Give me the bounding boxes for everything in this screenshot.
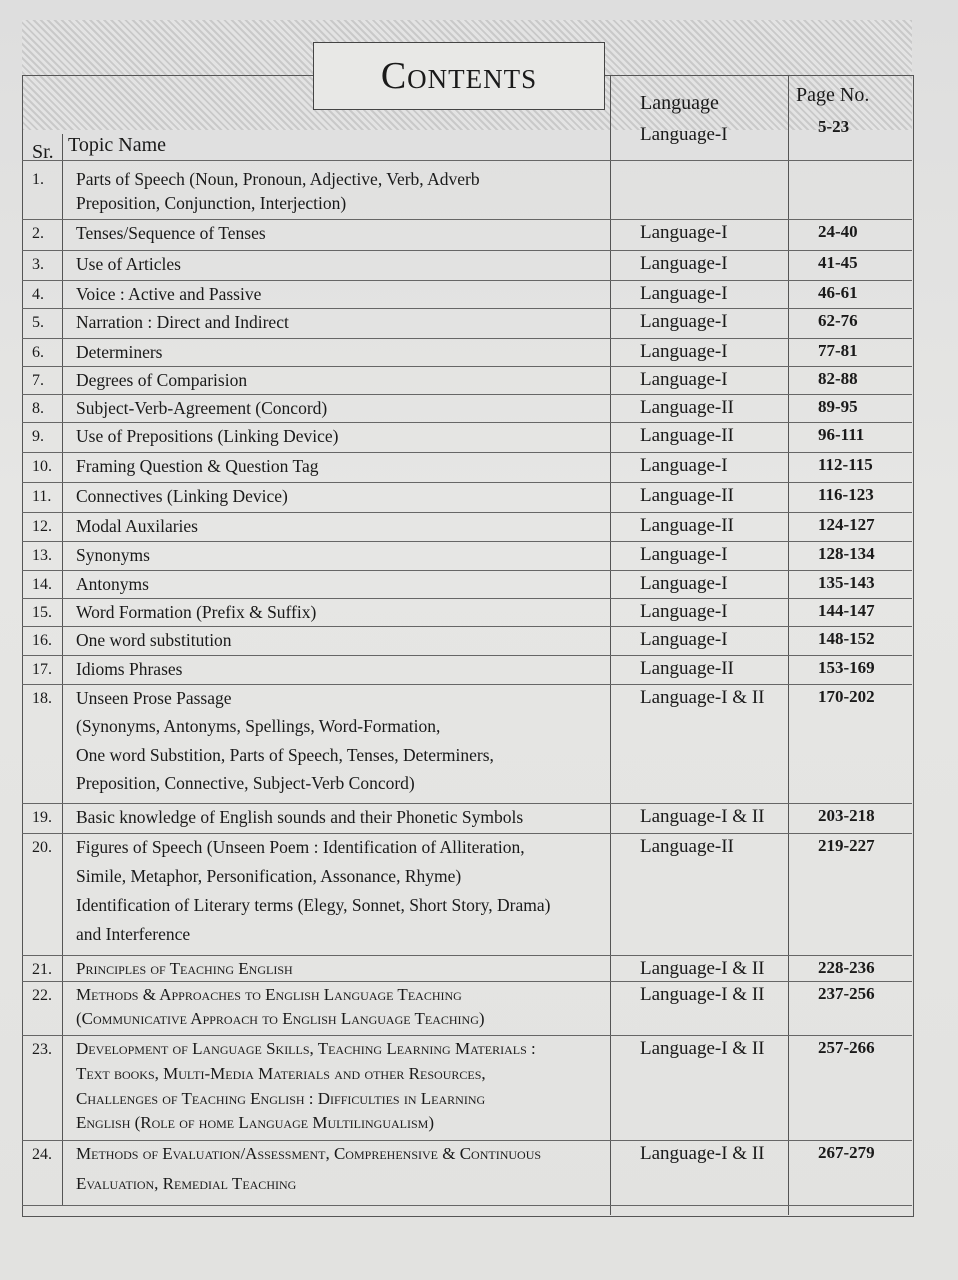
header-page-no: Page No. <box>796 84 870 106</box>
row-topic-line: Methods & Approaches to English Language Teaching <box>76 985 462 1004</box>
row-divider <box>22 512 912 513</box>
row-topic-line: Preposition, Connective, Subject-Verb Concord) <box>76 772 415 793</box>
row-divider <box>22 655 912 656</box>
row-language: Language-I & II <box>640 687 765 708</box>
row-topic-line: Word Formation (Prefix & Suffix) <box>76 602 317 622</box>
row-page-range: 144-147 <box>818 601 875 620</box>
row-topic-line: Voice : Active and Passive <box>76 284 262 304</box>
row-topic-line: One word Substition, Parts of Speech, Tenses, Determiners, <box>76 744 494 765</box>
row-page-range: 135-143 <box>818 573 875 592</box>
row-divider <box>22 219 912 220</box>
row-divider <box>22 1205 912 1206</box>
row-topic-line: Modal Auxilaries <box>76 516 198 536</box>
row-language: Language-I <box>640 369 728 390</box>
row-language: Language-II <box>640 425 734 446</box>
row-page-range: 203-218 <box>818 806 875 825</box>
row-topic-line: and Interference <box>76 924 191 944</box>
row-divider <box>22 833 912 834</box>
header-language: Language <box>640 92 719 114</box>
row-language: Language-I & II <box>640 958 765 979</box>
row-page-range: 89-95 <box>818 397 858 416</box>
header-topic: Topic Name <box>68 134 167 156</box>
row-topic-line: Degrees of Comparision <box>76 370 248 390</box>
row-topic-line: Tenses/Sequence of Tenses <box>76 223 266 243</box>
row-topic-line: (Communicative Approach to English Language Teaching) <box>76 1009 485 1028</box>
row-topic-line: Simile, Metaphor, Personification, Assonance, Rhyme) <box>76 866 462 886</box>
row-divider <box>22 452 912 453</box>
row-page-range: 124-127 <box>818 515 875 534</box>
row-divider <box>22 626 912 627</box>
row-divider <box>22 570 912 571</box>
row-sr-number: 2. <box>32 225 44 242</box>
row-language: Language-I <box>640 455 728 476</box>
row-divider <box>22 803 912 804</box>
row-topic-line: Parts of Speech (Noun, Pronoun, Adjective, Verb, Adverb <box>76 169 480 189</box>
column-divider-page <box>788 75 789 1215</box>
row-divider <box>22 308 912 309</box>
row-sr-number: 14. <box>32 576 52 593</box>
row-divider <box>22 394 912 395</box>
row-language: Language-I <box>640 601 728 622</box>
row-page-range: 62-76 <box>818 311 858 330</box>
row-divider <box>22 1035 912 1036</box>
row-language: Language-I <box>640 311 728 332</box>
row-page-range: 112-115 <box>818 455 873 474</box>
row-page-range: 46-61 <box>818 283 858 302</box>
row-topic-line: (Synonyms, Antonyms, Spellings, Word-Formation, <box>76 716 441 737</box>
row-divider <box>22 338 912 339</box>
row-topic-line: Unseen Prose Passage <box>76 688 232 708</box>
row-page-range: 116-123 <box>818 485 874 504</box>
row-language: Language-I <box>640 124 728 145</box>
row-language: Language-I & II <box>640 806 765 827</box>
row-topic-line: Identification of Literary terms (Elegy, Sonnet, Short Story, Drama) <box>76 895 551 915</box>
row-language: Language-I <box>640 222 728 243</box>
row-language: Language-II <box>640 515 734 536</box>
row-sr-number: 21. <box>32 961 52 978</box>
row-sr-number: 15. <box>32 604 52 621</box>
row-topic-line: Figures of Speech (Unseen Poem : Identification of Alliteration, <box>76 837 525 857</box>
row-topic-line: Principles of Teaching English <box>76 959 293 978</box>
row-divider <box>22 250 912 251</box>
row-topic-line: Antonyms <box>76 574 149 594</box>
row-page-range: 257-266 <box>818 1038 875 1057</box>
row-topic-line: Challenges of Teaching English : Difficulties in Learning <box>76 1088 486 1108</box>
row-sr-number: 11. <box>32 488 52 505</box>
row-language: Language-II <box>640 836 734 857</box>
row-topic-line: Narration : Direct and Indirect <box>76 312 289 332</box>
header-sr: Sr. <box>32 141 54 163</box>
row-sr-number: 3. <box>32 256 44 273</box>
row-topic-line: Use of Prepositions (Linking Device) <box>76 426 339 446</box>
row-divider <box>22 482 912 483</box>
row-divider <box>22 955 912 956</box>
row-divider <box>22 1140 912 1141</box>
row-sr-number: 17. <box>32 661 52 678</box>
row-sr-number: 16. <box>32 632 52 649</box>
row-divider <box>22 422 912 423</box>
row-sr-number: 4. <box>32 286 44 303</box>
row-topic-line: Determiners <box>76 342 163 362</box>
row-sr-number: 12. <box>32 518 52 535</box>
row-sr-number: 23. <box>32 1041 52 1058</box>
row-page-range: 170-202 <box>818 687 875 706</box>
row-page-range: 128-134 <box>818 544 875 563</box>
row-sr-number: 22. <box>32 987 52 1004</box>
row-language: Language-I <box>640 573 728 594</box>
row-page-range: 237-256 <box>818 984 875 1003</box>
row-topic-line: Development of Language Skills, Teaching Learning Materials : <box>76 1039 536 1058</box>
row-topic-line: Use of Articles <box>76 254 181 274</box>
row-sr-number: 9. <box>32 428 44 445</box>
row-page-range: 148-152 <box>818 629 875 648</box>
row-sr-number: 8. <box>32 400 44 417</box>
column-divider-language <box>610 75 611 1215</box>
row-page-range: 267-279 <box>818 1143 875 1162</box>
header-divider <box>22 160 912 161</box>
row-divider <box>22 684 912 685</box>
row-divider <box>22 280 912 281</box>
row-page-range: 153-169 <box>818 658 875 677</box>
row-page-range: 24-40 <box>818 222 858 241</box>
row-language: Language-II <box>640 485 734 506</box>
row-topic-line: Connectives (Linking Device) <box>76 486 288 506</box>
row-language: Language-I <box>640 253 728 274</box>
row-sr-number: 6. <box>32 344 44 361</box>
row-language: Language-I & II <box>640 984 765 1005</box>
row-divider <box>22 366 912 367</box>
contents-title: Contents <box>313 42 605 110</box>
row-topic-line: Methods of Evaluation/Assessment, Comprehensive & Continuous <box>76 1144 542 1163</box>
row-topic-line: Basic knowledge of English sounds and their Phonetic Symbols <box>76 807 524 827</box>
row-page-range: 82-88 <box>818 369 858 388</box>
row-language: Language-I & II <box>640 1143 765 1164</box>
row-language: Language-I <box>640 341 728 362</box>
row-topic-line: Idioms Phrases <box>76 659 183 679</box>
row-language: Language-II <box>640 658 734 679</box>
row-topic-line: Text books, Multi-Media Materials and other Resources, <box>76 1063 486 1083</box>
row-sr-number: 1. <box>32 171 44 188</box>
row-divider <box>22 598 912 599</box>
row-topic-line: Framing Question & Question Tag <box>76 456 319 476</box>
row-language: Language-I & II <box>640 1038 765 1059</box>
row-sr-number: 10. <box>32 458 52 475</box>
row-sr-number: 7. <box>32 372 44 389</box>
row-page-range: 5-23 <box>818 117 850 136</box>
row-page-range: 228-236 <box>818 958 875 977</box>
row-sr-number: 20. <box>32 839 52 856</box>
row-sr-number: 19. <box>32 809 52 826</box>
row-page-range: 41-45 <box>818 253 858 272</box>
row-topic-line: Subject-Verb-Agreement (Concord) <box>76 398 328 418</box>
row-divider <box>22 981 912 982</box>
row-language: Language-I <box>640 283 728 304</box>
row-sr-number: 5. <box>32 314 44 331</box>
row-topic-line: One word substitution <box>76 630 232 650</box>
row-topic-line: Preposition, Conjunction, Interjection) <box>76 193 347 213</box>
row-topic-line: Synonyms <box>76 545 150 565</box>
row-language: Language-II <box>640 397 734 418</box>
row-sr-number: 24. <box>32 1146 52 1163</box>
row-page-range: 96-111 <box>818 425 865 444</box>
row-divider <box>22 541 912 542</box>
row-sr-number: 18. <box>32 690 52 707</box>
row-sr-number: 13. <box>32 547 52 564</box>
row-language: Language-I <box>640 629 728 650</box>
column-divider-sr <box>62 134 63 1205</box>
row-page-range: 77-81 <box>818 341 858 360</box>
row-language: Language-I <box>640 544 728 565</box>
row-page-range: 219-227 <box>818 836 875 855</box>
row-topic-line: Evaluation, Remedial Teaching <box>76 1173 297 1193</box>
row-topic-line: English (Role of home Language Multilingualism) <box>76 1113 434 1133</box>
